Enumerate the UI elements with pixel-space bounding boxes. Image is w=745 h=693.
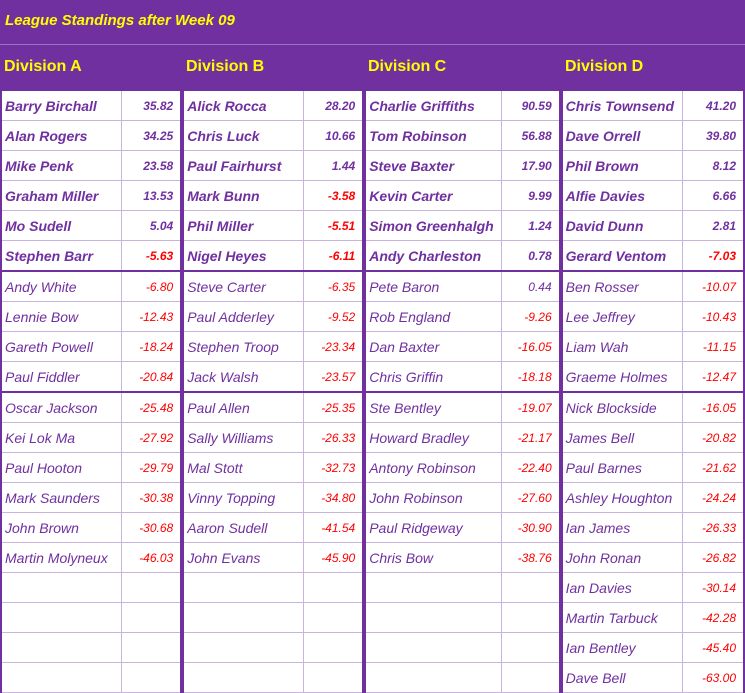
division-d-player-score: 8.12 <box>682 151 744 181</box>
division-b-player-score: -34.80 <box>304 483 364 513</box>
division-c-player-name: Kevin Carter <box>365 181 501 211</box>
table-row <box>1 121 744 151</box>
division-d-player-name: Graeme Holmes <box>562 362 683 393</box>
division-b-player-score: -23.57 <box>304 362 364 393</box>
division-c-player-score: -9.26 <box>501 302 560 332</box>
division-b-player-name: Mark Bunn <box>183 181 303 211</box>
division-b-player-score <box>304 573 364 603</box>
division-b-player-score <box>304 633 364 663</box>
division-c-player-name: Paul Ridgeway <box>365 513 501 543</box>
division-d-player-score: -21.62 <box>682 453 744 483</box>
division-a-player-score: 34.25 <box>122 121 182 151</box>
division-b-player-name: Paul Allen <box>183 392 303 423</box>
table-row <box>1 543 744 573</box>
division-d-player-name: Gerard Ventom <box>562 241 683 272</box>
division-c-player-name: John Robinson <box>365 483 501 513</box>
division-d-player-name: James Bell <box>562 423 683 453</box>
division-b-player-score <box>304 663 364 693</box>
division-d-player-name: Ian James <box>562 513 683 543</box>
division-a-player-score: -27.92 <box>122 423 182 453</box>
division-a-player-score: -29.79 <box>122 453 182 483</box>
division-d-player-score: -11.15 <box>682 332 744 362</box>
division-c-player-name <box>365 573 501 603</box>
division-a-player-name: Martin Molyneux <box>1 543 122 573</box>
division-a-player-name: Kei Lok Ma <box>1 423 122 453</box>
division-c-player-score <box>501 573 560 603</box>
division-a-player-score: -5.63 <box>122 241 182 272</box>
division-d-player-name: Martin Tarbuck <box>562 603 683 633</box>
division-d-player-score: 6.66 <box>682 181 744 211</box>
division-b-player-name: Steve Carter <box>183 271 303 302</box>
table-row <box>1 241 744 272</box>
division-b-player-score: -5.51 <box>304 211 364 241</box>
division-a-player-score: -25.48 <box>122 392 182 423</box>
division-c-player-name <box>365 663 501 693</box>
division-d-player-score: 2.81 <box>682 211 744 241</box>
division-d-player-score: -7.03 <box>682 241 744 272</box>
division-c-player-name: Pete Baron <box>365 271 501 302</box>
division-a-player-name: Alan Rogers <box>1 121 122 151</box>
division-d-player-score: -26.82 <box>682 543 744 573</box>
division-b-player-score: -26.33 <box>304 423 364 453</box>
division-c-player-name: Simon Greenhalgh <box>365 211 501 241</box>
table-row <box>1 211 744 241</box>
division-d-player-name: Ian Bentley <box>562 633 683 663</box>
division-a-player-score: -30.38 <box>122 483 182 513</box>
division-c-player-score: -16.05 <box>501 332 560 362</box>
division-a-player-name: Mark Saunders <box>1 483 122 513</box>
division-d-player-name: Chris Townsend <box>562 90 683 121</box>
division-b-player-score: 10.66 <box>304 121 364 151</box>
table-row <box>1 181 744 211</box>
division-d-title: Division D <box>565 58 644 75</box>
division-b-player-score: -6.35 <box>304 271 364 302</box>
division-c-player-name: Antony Robinson <box>365 453 501 483</box>
division-d-player-name: John Ronan <box>562 543 683 573</box>
division-d-player-score: -24.24 <box>682 483 744 513</box>
division-c-player-name: Andy Charleston <box>365 241 501 272</box>
division-a-player-name: Barry Birchall <box>1 90 122 121</box>
division-b-player-name: Sally Williams <box>183 423 303 453</box>
division-b-player-score: 28.20 <box>304 90 364 121</box>
division-a-player-name <box>1 663 122 693</box>
division-c-player-name: Rob England <box>365 302 501 332</box>
division-d-player-name: Dave Orrell <box>562 121 683 151</box>
division-d-player-score: -45.40 <box>682 633 744 663</box>
division-b-player-score: -32.73 <box>304 453 364 483</box>
division-c-player-score: 56.88 <box>501 121 560 151</box>
division-a-player-name: Lennie Bow <box>1 302 122 332</box>
division-c-player-name: Ste Bentley <box>365 392 501 423</box>
division-d-player-name: Ian Davies <box>562 573 683 603</box>
division-c-player-score <box>501 603 560 633</box>
table-row <box>1 573 744 603</box>
division-a-player-score: -12.43 <box>122 302 182 332</box>
division-d-player-score: -10.07 <box>682 271 744 302</box>
title-bar <box>0 0 745 45</box>
division-a-player-score <box>122 573 182 603</box>
division-a-player-score: 5.04 <box>122 211 182 241</box>
table-row <box>1 663 744 693</box>
division-a-player-name: Mo Sudell <box>1 211 122 241</box>
division-b-player-name: Aaron Sudell <box>183 513 303 543</box>
division-b-player-name: Mal Stott <box>183 453 303 483</box>
division-d-player-name: Ashley Houghton <box>562 483 683 513</box>
table-row <box>1 271 744 302</box>
division-b-player-score: -25.35 <box>304 392 364 423</box>
division-a-player-name: Mike Penk <box>1 151 122 181</box>
division-b-player-score: 1.44 <box>304 151 364 181</box>
division-a-player-name: Gareth Powell <box>1 332 122 362</box>
division-a-player-score: -18.24 <box>122 332 182 362</box>
division-b-player-name: Vinny Topping <box>183 483 303 513</box>
division-b-player-name: Nigel Heyes <box>183 241 303 272</box>
table-row <box>1 151 744 181</box>
table-row <box>1 362 744 393</box>
division-a-player-name: Andy White <box>1 271 122 302</box>
division-b-player-name <box>183 633 303 663</box>
division-a-player-score: 23.58 <box>122 151 182 181</box>
division-a-player-score: 35.82 <box>122 90 182 121</box>
table-row <box>1 302 744 332</box>
division-d-player-name: Dave Bell <box>562 663 683 693</box>
division-c-player-score: -19.07 <box>501 392 560 423</box>
division-c-player-score <box>501 663 560 693</box>
division-d-player-name: Lee Jeffrey <box>562 302 683 332</box>
division-c-player-score: 0.44 <box>501 271 560 302</box>
division-c-player-name: Steve Baxter <box>365 151 501 181</box>
division-c-player-name: Chris Bow <box>365 543 501 573</box>
table-row <box>1 90 744 121</box>
division-header-row <box>0 45 745 89</box>
division-b-player-name <box>183 573 303 603</box>
division-c-player-score: 1.24 <box>501 211 560 241</box>
division-c-player-score: 9.99 <box>501 181 560 211</box>
division-b-player-name: Chris Luck <box>183 121 303 151</box>
table-row <box>1 633 744 663</box>
division-b-player-name: John Evans <box>183 543 303 573</box>
standings-table <box>0 89 745 693</box>
division-a-player-name <box>1 603 122 633</box>
division-b-player-score: -41.54 <box>304 513 364 543</box>
division-b-player-name <box>183 663 303 693</box>
division-d-player-score: -12.47 <box>682 362 744 393</box>
division-d-player-score: -16.05 <box>682 392 744 423</box>
division-b-player-name: Paul Adderley <box>183 302 303 332</box>
division-b-player-name: Alick Rocca <box>183 90 303 121</box>
division-c-player-score: 90.59 <box>501 90 560 121</box>
division-c-player-name: Dan Baxter <box>365 332 501 362</box>
division-c-player-score: -21.17 <box>501 423 560 453</box>
division-b-player-score: -6.11 <box>304 241 364 272</box>
division-c-player-score: -18.18 <box>501 362 560 393</box>
division-b-player-name: Jack Walsh <box>183 362 303 393</box>
division-d-player-name: Alfie Davies <box>562 181 683 211</box>
division-d-player-score: -63.00 <box>682 663 744 693</box>
division-c-player-name: Tom Robinson <box>365 121 501 151</box>
table-row <box>1 513 744 543</box>
division-a-player-name <box>1 633 122 663</box>
page-title: League Standings after Week 09 <box>5 12 235 29</box>
division-b-player-name: Stephen Troop <box>183 332 303 362</box>
division-c-player-name: Howard Bradley <box>365 423 501 453</box>
division-c-title: Division C <box>368 58 447 75</box>
division-a-player-name: Paul Fiddler <box>1 362 122 393</box>
division-b-player-score: -23.34 <box>304 332 364 362</box>
division-d-player-name: Nick Blockside <box>562 392 683 423</box>
division-a-player-score: -30.68 <box>122 513 182 543</box>
division-c-player-name: Charlie Griffiths <box>365 90 501 121</box>
division-c-player-score: -30.90 <box>501 513 560 543</box>
division-a-player-name: Graham Miller <box>1 181 122 211</box>
division-b-player-name: Phil Miller <box>183 211 303 241</box>
table-row <box>1 453 744 483</box>
division-c-player-name: Chris Griffin <box>365 362 501 393</box>
table-row <box>1 423 744 453</box>
division-a-player-name: John Brown <box>1 513 122 543</box>
division-b-player-name <box>183 603 303 633</box>
division-c-player-score: 17.90 <box>501 151 560 181</box>
division-d-player-score: -20.82 <box>682 423 744 453</box>
table-row <box>1 392 744 423</box>
division-d-player-score: -10.43 <box>682 302 744 332</box>
division-d-player-score: 39.80 <box>682 121 744 151</box>
division-a-player-name: Paul Hooton <box>1 453 122 483</box>
division-c-player-score: -38.76 <box>501 543 560 573</box>
division-a-player-score <box>122 633 182 663</box>
division-a-player-score: -46.03 <box>122 543 182 573</box>
division-c-player-name <box>365 603 501 633</box>
division-b-player-score <box>304 603 364 633</box>
table-row <box>1 332 744 362</box>
division-d-player-name: Liam Wah <box>562 332 683 362</box>
division-d-player-name: Phil Brown <box>562 151 683 181</box>
division-c-player-name <box>365 633 501 663</box>
division-b-player-score: -45.90 <box>304 543 364 573</box>
division-d-player-score: -26.33 <box>682 513 744 543</box>
division-b-player-score: -3.58 <box>304 181 364 211</box>
division-a-player-name <box>1 573 122 603</box>
division-a-title: Division A <box>4 58 82 75</box>
division-c-player-score: -27.60 <box>501 483 560 513</box>
division-d-player-score: -42.28 <box>682 603 744 633</box>
table-row <box>1 483 744 513</box>
division-c-player-score <box>501 633 560 663</box>
division-d-player-score: 41.20 <box>682 90 744 121</box>
division-c-player-score: -22.40 <box>501 453 560 483</box>
division-a-player-score: -20.84 <box>122 362 182 393</box>
division-b-title: Division B <box>186 58 265 75</box>
table-row <box>1 603 744 633</box>
division-d-player-name: Ben Rosser <box>562 271 683 302</box>
division-a-player-name: Stephen Barr <box>1 241 122 272</box>
division-d-player-name: Paul Barnes <box>562 453 683 483</box>
division-b-player-name: Paul Fairhurst <box>183 151 303 181</box>
division-d-player-name: David Dunn <box>562 211 683 241</box>
division-a-player-score: -6.80 <box>122 271 182 302</box>
division-b-player-score: -9.52 <box>304 302 364 332</box>
division-a-player-score <box>122 603 182 633</box>
division-a-player-score: 13.53 <box>122 181 182 211</box>
division-a-player-name: Oscar Jackson <box>1 392 122 423</box>
division-a-player-score <box>122 663 182 693</box>
division-d-player-score: -30.14 <box>682 573 744 603</box>
division-c-player-score: 0.78 <box>501 241 560 272</box>
